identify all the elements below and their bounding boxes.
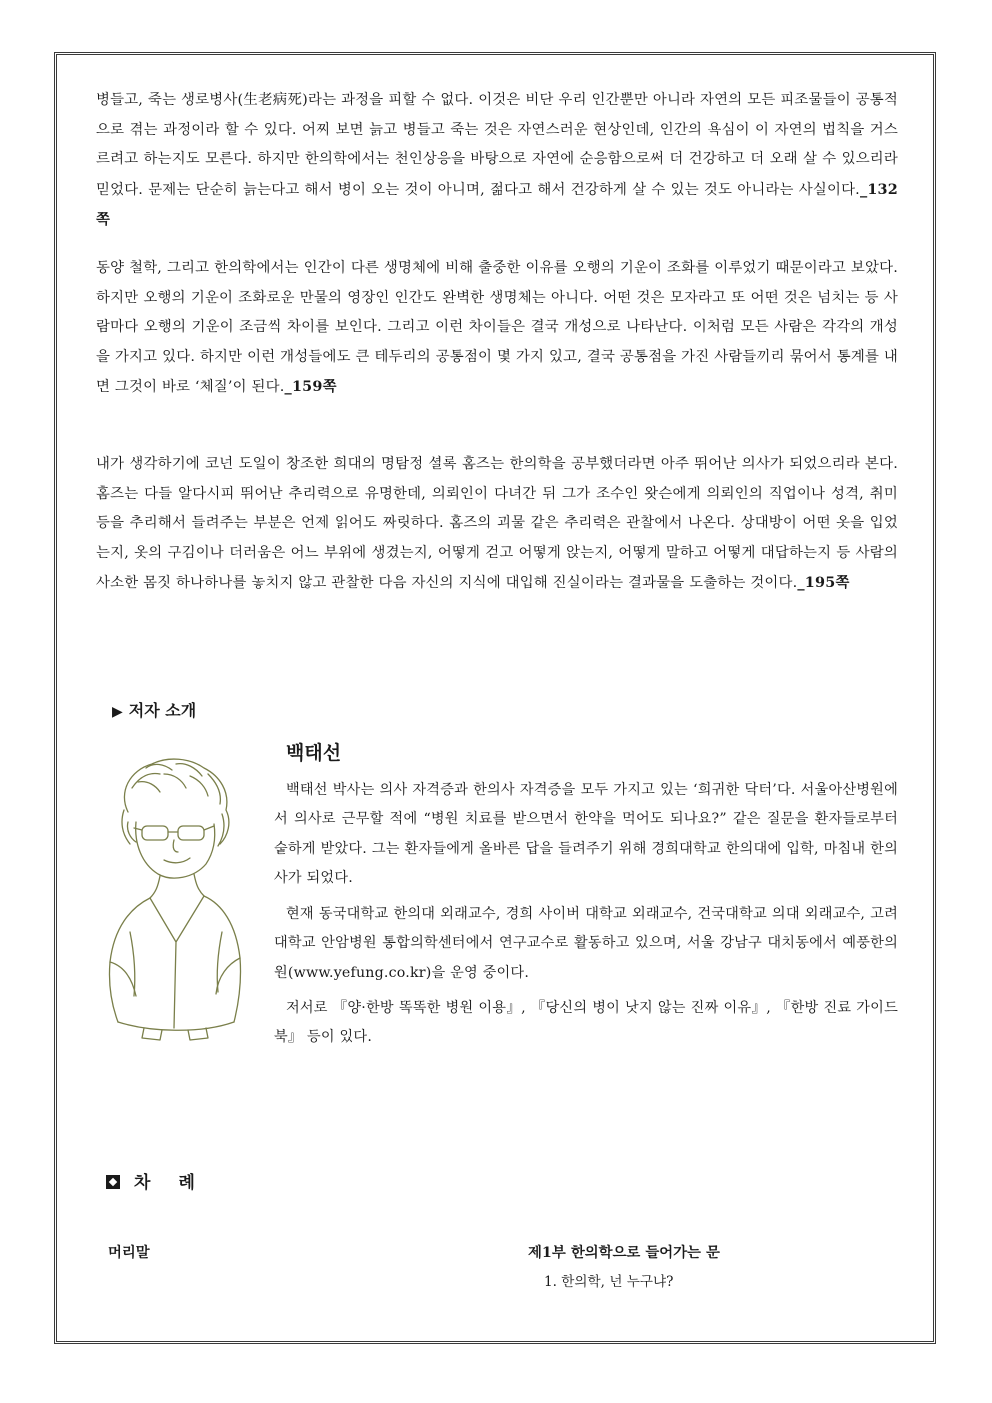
page-reference: _195쪽: [797, 574, 850, 592]
triangle-icon: ▶: [112, 704, 123, 720]
excerpt-paragraph-1: [96, 86, 898, 236]
robe-right: [204, 896, 241, 1022]
author-portrait-sketch: [90, 752, 250, 1042]
author-name: 백태선: [286, 742, 342, 764]
page-reference: _159쪽: [284, 378, 337, 396]
excerpt-paragraph-2: [96, 254, 898, 403]
hair-outline: [124, 759, 228, 844]
toc-item-chapter-1: 1. 한의학, 넌 누구냐?: [544, 1274, 674, 1290]
excerpt-text: 내가 생각하기에 코넌 도일이 창조한 희대의 명탐정 셜록 홈즈는 한의학을 공부했더라면 아주 뛰어난 의사가 되었으리라 본다. 홈즈는 다들 알다시피 뛰어난 추리력으로 유명한데, 의뢰인이 다녀간 뒤 그가 조수인 왓슨에게 의뢰인의 직업이나 성격, 취미 등을 추리해서 들려주는 부분은 언제 읽어도 짜릿하다. 홈즈의 괴물 같은 추리력은 관찰에서 나온다. 상대방이 어떤 옷을 입었는지, 옷의 구김이나 더러움은 어느 부위에 생겼는지, 어떻게 걷고 어떻게 앉는지, 어떻게 말하고 어떻게 대답하는지 등 사람의 사소한 몸짓 하나하나를 놓치지 않고 관찰한 다음 자신의 지식에 대입해 진실이라는 결과물을 도출하는 것이다.: [96, 456, 899, 592]
face-outline: [136, 822, 215, 878]
toc-heading-char-2: 례: [178, 1173, 195, 1193]
toc-item-part-1: 제1부 한의학으로 들어가는 문: [528, 1244, 720, 1261]
toc-item-preface: 머리말: [108, 1244, 150, 1261]
author-section-heading: [112, 698, 196, 721]
excerpt-text: 동양 철학, 그리고 한의학에서는 인간이 다른 생명체에 비해 출중한 이유를 오행의 기운이 조화를 이루었기 때문이라고 보았다. 하지만 오행의 기운이 조화로운 만물의 영장인 인간도 완벽한 생명체는 아니다. 어떤 것은 모자라고 또 어떤 것은 넘치는 등 사람마다 오행의 기운이 조금씩 차이를 보인다. 그리고 이런 차이들은 결국 개성으로 나타난다. 이처럼 모든 사람은 각각의 개성을 가지고 있다. 하지만 이런 개성들에도 큰 테두리의 공통점이 몇 가지 있고, 결국 공통점을 가진 사람들끼리 묶어서 통계를 내면 그것이 바로 ‘체질’이 된다.: [96, 260, 898, 396]
author-bio-paragraph: 백태선 박사는 의사 자격증과 한의사 자격증을 모두 가지고 있는 ‘희귀한 닥터’다. 서울아산병원에서 의사로 근무할 적에 “병원 치료를 받으면서 한약을 먹어도 되나요?” 같은 질문을 환자들로부터 숱하게 받았다. 그는 환자들에게 올바른 답을 들려주기 위해 경희대학교 한의대에 입학, 마침내 한의사가 되었다.: [274, 782, 898, 887]
glasses-left: [142, 826, 168, 840]
robe-left: [109, 898, 150, 1022]
toc-section-heading: [106, 1168, 195, 1193]
toc-heading-char-1: 차: [134, 1173, 151, 1193]
author-bio-paragraph: 현재 동국대학교 한의대 외래교수, 경희 사이버 대학교 외래교수, 건국대학교 의대 외래교수, 고려대학교 안암병원 통합의학센터에서 연구교수로 활동하고 있으며, 서울 강남구 대치동에서 예풍한의원(www.yefung.co.kr)을 운영 중이다.: [274, 906, 898, 981]
diamond-box-icon: [106, 1175, 120, 1189]
author-heading-label: 저자 소개: [128, 701, 197, 720]
excerpt-paragraph-3: [96, 450, 898, 599]
excerpt-text: 병들고, 죽는 생로병사(生老病死)라는 과정을 피할 수 없다. 이것은 비단 우리 인간뿐만 아니라 자연의 모든 피조물들이 공통적으로 겪는 과정이라 할 수 있다. 어찌 보면 늙고 병들고 죽는 것은 자연스러운 현상인데, 인간의 욕심이 이 자연의 법칙을 거스르려고 하는지도 모른다. 하지만 한의학에서는 천인상응을 바탕으로 자연에 순응함으로써 더 건강하고 더 오래 살 수 있으리라 믿었다. 문제는 단순히 늙는다고 해서 병이 오는 것이 아니며, 젊다고 해서 건강하게 살 수 있는 것도 아니라는 사실이다.: [96, 92, 899, 198]
glasses-right: [178, 826, 204, 840]
author-bio-paragraph: 저서로 『양·한방 똑똑한 병원 이용』, 『당신의 병이 낫지 않는 진짜 이유』, 『한방 진료 가이드북』 등이 있다.: [274, 1000, 898, 1046]
page-reference: _132쪽: [96, 180, 898, 229]
